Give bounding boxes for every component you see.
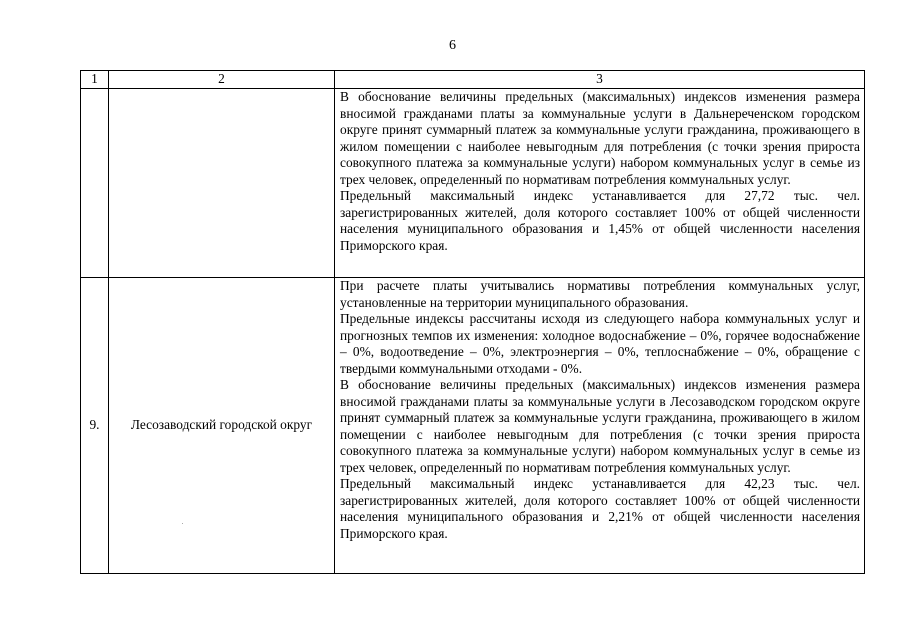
description-cell bbox=[335, 89, 865, 278]
column-header-3: 3 bbox=[335, 71, 865, 89]
column-header-1: 1 bbox=[81, 71, 109, 89]
scan-speck bbox=[182, 523, 183, 524]
municipality-name-cell: Лесозаводский городской округ bbox=[109, 278, 335, 574]
table-row bbox=[81, 89, 865, 278]
description-cell bbox=[335, 278, 865, 574]
description-paragraph: Предельный максимальный индекс устанавливается для 42,23 тыс. чел. зарегистрированных жителей, доля которого составляет 100% от общей численности населения муниципального образования и 2,21% от общей численности населения Приморского края. bbox=[340, 476, 860, 541]
municipality-name-cell bbox=[109, 89, 335, 278]
description-paragraph: В обоснование величины предельных (максимальных) индексов изменения размера вносимой гражданами платы за коммунальные услуги в Дальнереченском городском округе принят суммарный платеж за коммунальные услуги гражданина, проживающего в жилом помещении с наиболее невыгодным для потребления (с точки зрения прироста совокупного платежа за коммунальные услуги) набором коммунальных услуг в семье из трех человек, определенный по нормативам потребления коммунальных услуг. bbox=[340, 89, 860, 187]
description-paragraph: Предельный максимальный индекс устанавливается для 27,72 тыс. чел. зарегистрированных жителей, доля которого составляет 100% от общей численности населения муниципального образования и 1,45% от общей численности населения Приморского края. bbox=[340, 188, 860, 253]
table-row bbox=[81, 278, 865, 574]
description-paragraph: В обоснование величины предельных (максимальных) индексов изменения размера вносимой гражданами платы за коммунальные услуги в Лесозаводском городском округе принят суммарный платеж за коммунальные услуги гражданина, проживающего в жилом помещении с наиболее невыгодным для потребления (с точки зрения прироста совокупного платежа за коммунальные услуги) набором коммунальных услуг в семье из трех человек, определенный по нормативам потребления коммунальных услуг. bbox=[340, 377, 860, 475]
column-header-2: 2 bbox=[109, 71, 335, 89]
table-header-row bbox=[81, 71, 865, 89]
row-number-cell bbox=[81, 89, 109, 278]
description-paragraph: Предельные индексы рассчитаны исходя из следующего набора коммунальных услуг и прогнозных темпов их изменения: холодное водоснабжение – 0%, горячее водоснабжение – 0%, водоотведение – 0%, электроэнергия – 0%, теплоснабжение – 0%, обращение с твердыми коммунальными отходами - 0%. bbox=[340, 311, 860, 376]
page-number: 6 bbox=[449, 38, 456, 53]
data-table bbox=[80, 70, 865, 574]
row-number-cell: 9. bbox=[81, 278, 109, 574]
description-paragraph: При расчете платы учитывались нормативы потребления коммунальных услуг, установленные на территории муниципального образования. bbox=[340, 278, 860, 310]
